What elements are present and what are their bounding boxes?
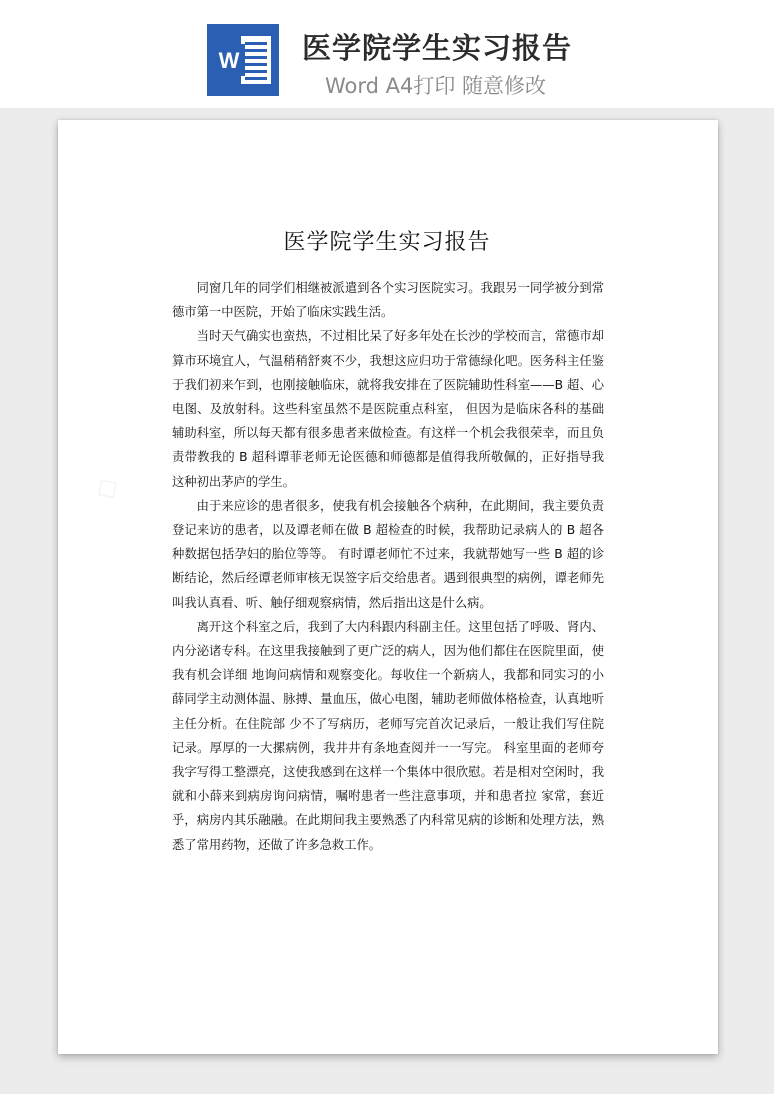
document-title: 医学院学生实习报告	[283, 230, 491, 255]
banner-subtitle: Word A4打印 随意修改	[325, 74, 547, 98]
document-body	[172, 276, 604, 857]
word-icon-letter: W	[218, 48, 240, 73]
paragraph-3: 由于来应诊的患者很多，使我有机会接触各个病种，在此期间，我主要负责登记来访的患者，以及谭老师在做 B 超检查的时候，我帮助记录病人的 B 超各种数据包括孕妇的胎位等等。 有时谭老师忙不过来，我就帮她写一些 B 超的诊断结论，然后经谭老师审核无误签字后交给患者。遇到很典型的病例，谭老师先叫我认真看、听、触仔细观察病情，然后指出这是什么病。	[172, 498, 604, 610]
paragraph-1: 同窗几年的同学们相继被派遣到各个实习医院实习。我跟另一同学被分到常德市第一中医院，开始了临床实践生活。	[172, 281, 604, 320]
paragraph-4: 离开这个科室之后，我到了大内科跟内科副主任。这里包括了呼吸、肾内、内分泌诸专科。在这里我接触到了更广泛的病人，因为他们都住在医院里面，使我有机会详细 地询问病情和观察变化。每收住一个新病人，我都和同实习的小薛同学主动测体温、脉搏、量血压，做心电图，辅助老师做体格检查，认真地听主任分析。在住院部 少不了写病历，老师写完首次记录后，一般让我们写住院记录。厚厚的一大摞病例，我井井有条地查阅并一一写完。 科室里面的老师夸我字写得工整漂亮，这使我感到在这样一个集体中很欣慰。若是相对空闲时，我就和小薛来到病房询问病情，嘱咐患者一些注意事项，并和患者拉 家常，套近乎，病房内其乐融融。在此期间我主要熟悉了内科常见病的诊断和处理方法，熟悉了常用药物，还做了许多急救工作。	[172, 619, 604, 852]
paragraph-2: 当时天气确实也蛮热，不过相比呆了好多年处在长沙的学校而言，常德市却算市环境宜人，气温稍稍舒爽不少，我想这应归功于常德绿化吧。医务科主任鉴于我们初来乍到，也刚接触临床，就将我安排在了医院辅助性科室——B 超、心电图、及放射科。这些科室虽然不是医院重点科室， 但因为是临床各科的基础辅助科室，所以每天都有很多患者来做检查。有这样一个机会我很荣幸，而且负责带教我的 B 超科谭菲老师无论医德和师德都是值得我所敬佩的，正好指导我这种初出茅庐的学生。	[172, 329, 604, 489]
header-banner	[0, 0, 774, 118]
banner-title: 医学院学生实习报告	[302, 31, 573, 65]
word-document-icon	[207, 24, 279, 96]
